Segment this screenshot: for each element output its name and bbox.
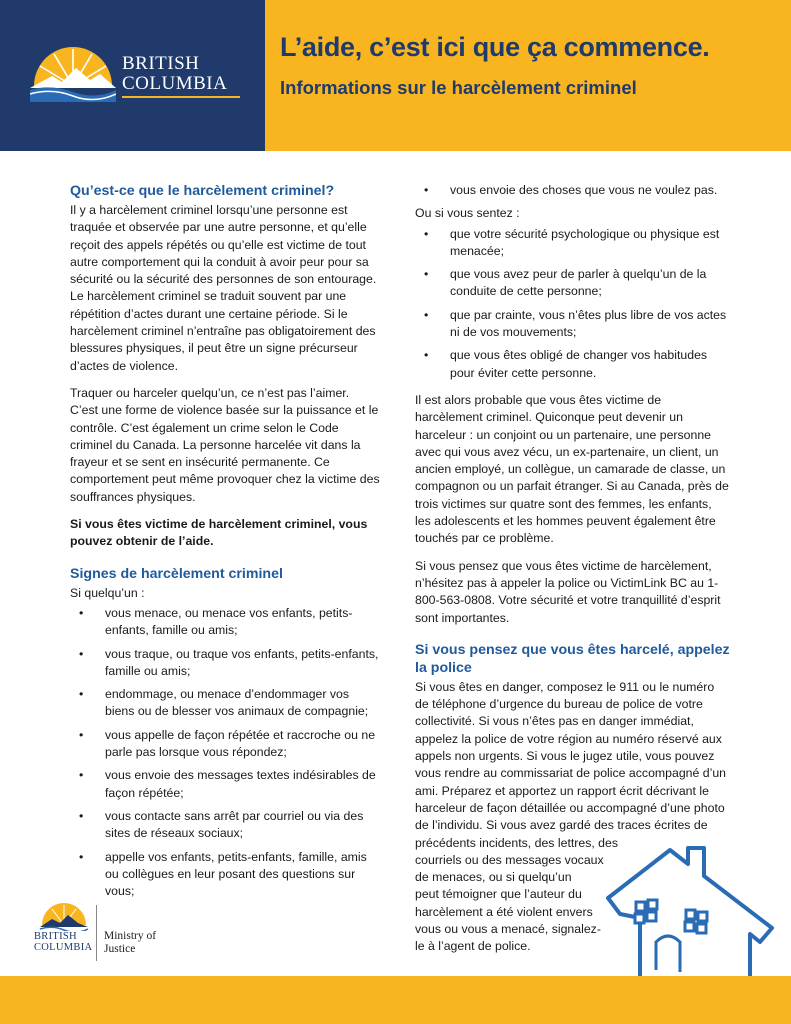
section-heading-call-police: Si vous pensez que vous êtes harcelé, appelez la police	[415, 641, 730, 676]
footer-bc-wordmark	[34, 931, 92, 953]
ministry-name	[104, 930, 156, 956]
paragraph-police-steps: Si vous êtes en danger, composez le 911 ou le numéro de téléphone d’urgence du bureau de police de votre collectivité. Si vous n’êtes pas en danger immédiat, appelez la police de votre région au numéro réservé aux appels non urgents. Si vous le jugez utile, vous pouvez vous rendre au commissariat de police accompagné d’un ami. Préparez et apportez un rapport écrit décrivant le harceleur de façon détaillée ou accompagné d’une photo de l’individu. Si vous avez gardé des traces écrites de précédents incidents, des lettres, des	[415, 679, 727, 850]
feel-list	[415, 226, 730, 382]
page-title: L’aide, c’est ici que ça commence.	[280, 32, 710, 62]
bc-wordmark-line2: COLUMBIA	[122, 73, 228, 94]
feel-intro: Ou si vous sentez :	[415, 206, 520, 221]
signs-list	[70, 605, 380, 900]
signs-intro: Si quelqu’un :	[70, 585, 145, 600]
paragraph-anyone-can-be-stalker: Il est alors probable que vous êtes victime de harcèlement criminel. Quiconque peut devenir un harceleur : un conjoint ou un partenaire, une personne avec qui vous avez vécu, un ex-partenaire, un client, un ancien employé, un collègue, un camarade de classe, un compagnon ou un parfait étranger. Si au Canada, près de trois victimes sur quatre sont des femmes, les enfants, les adolescents et les hommes peuvent également être touchés par ce problème.	[415, 392, 729, 546]
paragraph-get-help: Si vous êtes victime de harcèlement criminel, vous pouvez obtenir de l’aide.	[70, 517, 368, 549]
list-item: • que vous êtes obligé de changer vos habitudes pour éviter cette personne.	[415, 347, 730, 382]
text-line: le à l’agent de police.	[415, 939, 531, 954]
page-subtitle: Informations sur le harcèlement criminel	[280, 77, 637, 98]
footer-bc-line2: COLUMBIA	[34, 942, 93, 953]
list-item: • endommage, ou menace d’endommager vos biens ou de blesser vos animaux de compagnie;	[70, 686, 380, 721]
text-line: de menaces, ou si quelqu’un	[415, 870, 572, 885]
paragraph-violence: Traquer ou harceler quelqu’un, ce n’est pas l’aimer. C’est une forme de violence basée sur la puissance et le contrôle. C’est également un crime selon le Code criminel du Canada. La personne harcelée vit dans la frayeur et se sent en insécurité permanente. Ce comportement peut même provoquer chez la victime des souffrances physiques.	[70, 385, 380, 504]
paragraph-call-victimlink: Si vous pensez que vous êtes victime de harcèlement, n’hésitez pas à appeler la police ou VictimLink BC au 1-800-563-0808. Votre sécurité et votre tranquillité d’esprit sont importantes.	[415, 558, 721, 625]
list-item: • vous traque, ou traque vos enfants, petits-enfants, famille ou amis;	[70, 646, 380, 681]
section-heading-signs: Signes de harcèlement criminel	[70, 565, 283, 582]
text-line: courriels ou des messages vocaux	[415, 852, 604, 867]
bc-sun-mountain-icon	[30, 46, 116, 102]
text-line: harcèlement a été violent envers	[415, 904, 593, 919]
list-item: • vous envoie des messages textes indésirables de façon répétée;	[70, 767, 380, 802]
bc-logo	[30, 46, 240, 106]
section-heading-what-is: Qu’est-ce que le harcèlement criminel?	[70, 183, 335, 199]
paragraph-definition: Il y a harcèlement criminel lorsqu’une personne est traquée et observée par une autre personne, et qu’elle reçoit des appels répétés ou qu’elle est victime de tout autre comportement qui la conduit à avoir peur pour sa sécurité ou la sécurité des personnes de son entourage. Le harcèlement criminel se traduit souvent par une répétition d’actes durant une certaine période. Si le harcèlement criminel n’entraîne pas obligatoirement des blessures physiques, il peut être un signe précurseur d’actes de violence.	[70, 203, 377, 373]
list-item: • que votre sécurité psychologique ou physique est menacée;	[415, 226, 730, 261]
footer-band	[0, 976, 791, 1024]
ministry-logo	[34, 903, 164, 963]
signs-list-continued	[415, 182, 730, 199]
bc-wordmark-line1: BRITISH	[122, 53, 200, 74]
bc-wordmark	[122, 54, 227, 94]
list-item: • vous contacte sans arrêt par courriel ou via des sites de réseaux sociaux;	[70, 808, 380, 843]
ministry-line2: Justice	[104, 943, 136, 955]
list-item: • que par crainte, vous n’êtes plus libre de vos actes ni de vos mouvements;	[415, 307, 730, 342]
list-item: • que vous avez peur de parler à quelqu’un de la conduite de cette personne;	[415, 266, 730, 301]
list-item: • vous envoie des choses que vous ne voulez pas.	[415, 182, 730, 199]
list-item: • appelle vos enfants, petits-enfants, famille, amis ou collègues en leur posant des questions sur vous;	[70, 849, 380, 901]
bc-crest-icon	[38, 903, 90, 931]
left-column	[70, 182, 380, 910]
footer-bc-line1: BRITISH	[34, 931, 77, 942]
list-item: • vous appelle de façon répétée et raccroche ou ne parle pas lorsque vous répondez;	[70, 727, 380, 762]
text-line: vous ou vous a menacé, signalez-	[415, 921, 601, 936]
text-line: peut témoigner que l’auteur du	[415, 887, 582, 902]
logo-underline	[122, 96, 240, 98]
footer-divider	[96, 905, 97, 961]
list-item: • vous menace, ou menace vos enfants, petits-enfants, famille ou amis;	[70, 605, 380, 640]
header-brand-panel	[0, 0, 265, 151]
header-title-panel	[265, 0, 791, 151]
ministry-line1: Ministry of	[104, 930, 157, 942]
